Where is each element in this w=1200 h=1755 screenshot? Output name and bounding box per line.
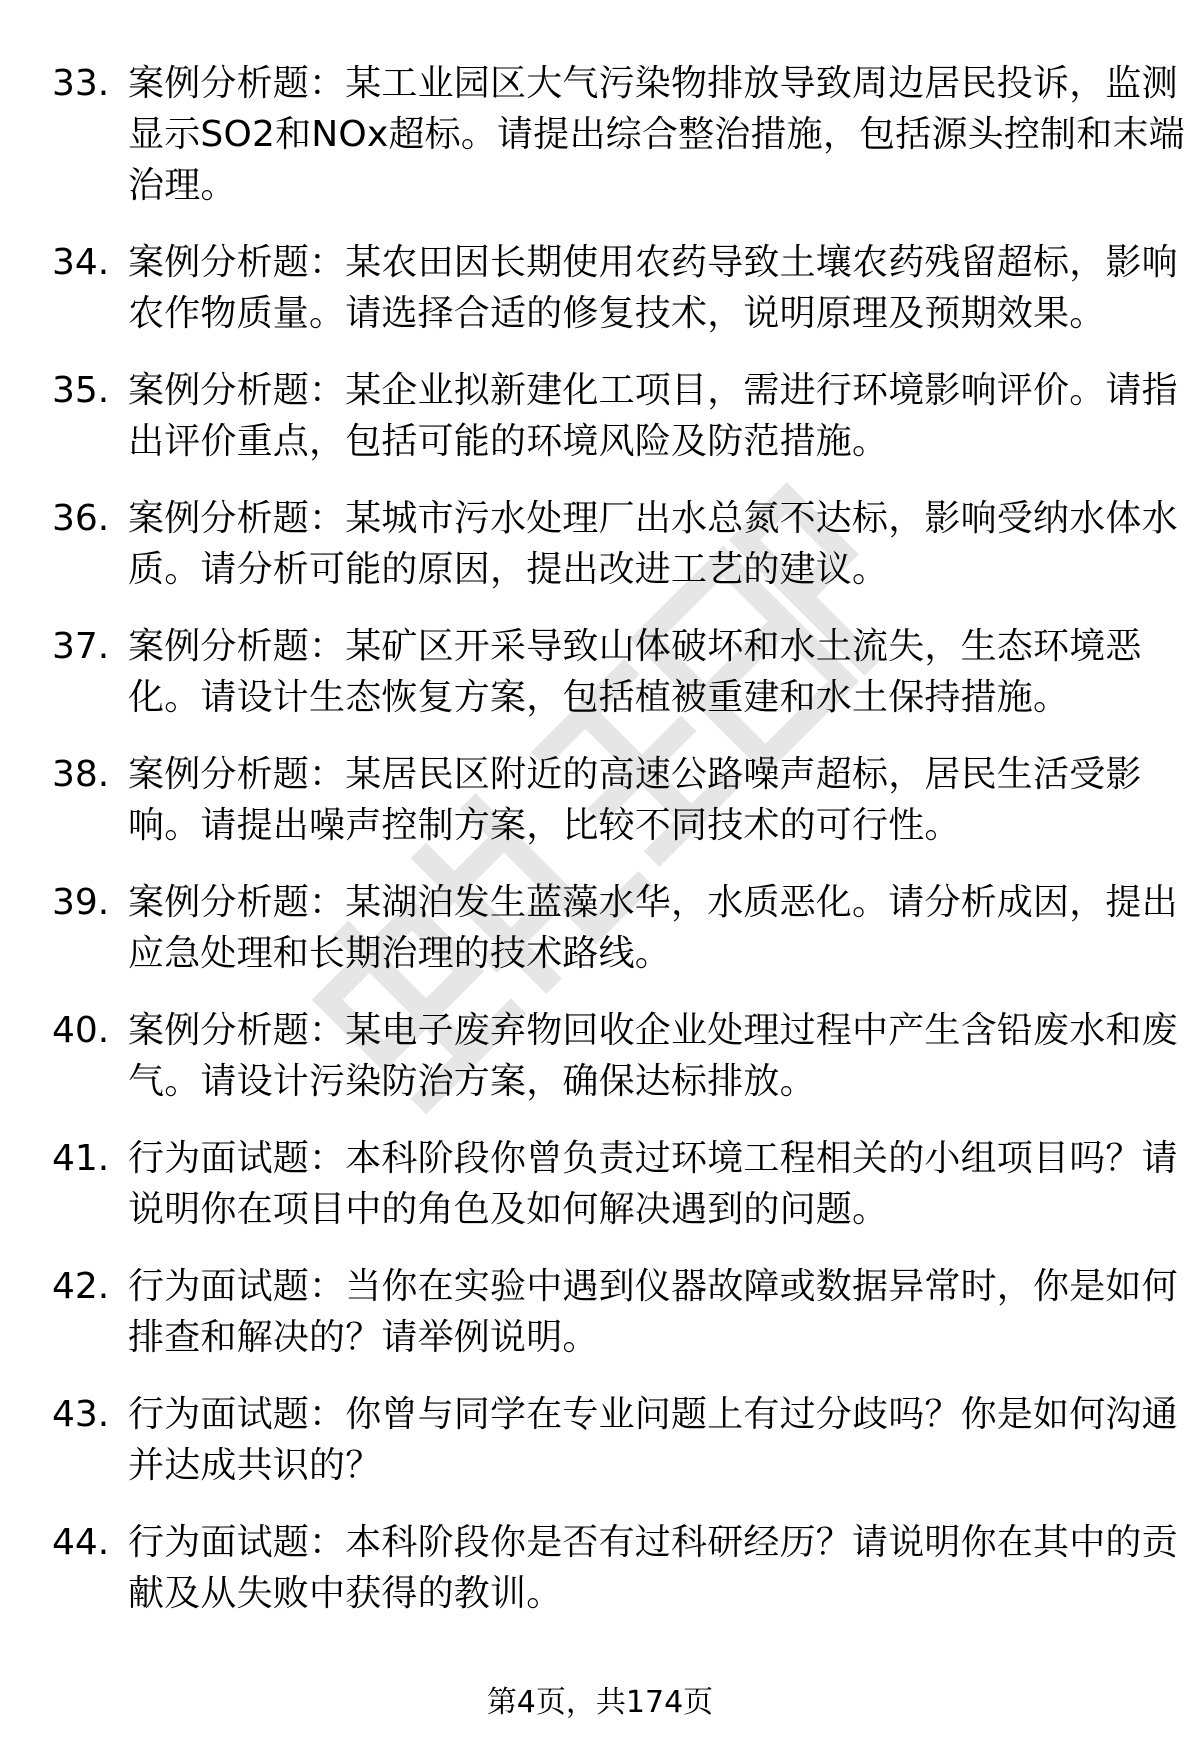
question-text: 行为面试题：本科阶段你是否有过科研经历？请说明你在其中的贡献及从失败中获得的教训。: [128, 1522, 1178, 1614]
question-item: [52, 493, 1178, 595]
question-text: 案例分析题：某居民区附近的高速公路噪声超标，居民生活受影响。请提出噪声控制方案，比较不同技术的可行性。: [128, 754, 1142, 846]
question-text: 行为面试题：当你在实验中遇到仪器故障或数据异常时，你是如何排查和解决的？请举例说明。: [128, 1266, 1178, 1358]
question-number: 34.: [52, 242, 110, 283]
question-item: [52, 877, 1178, 979]
question-text: 案例分析题：某工业园区大气污染物排放导致周边居民投诉，监测显示SO2和NOx超标。请提出综合整治措施，包括源头控制和末端治理。: [128, 63, 1185, 206]
question-text: 行为面试题：本科阶段你曾负责过环境工程相关的小组项目吗？请说明你在项目中的角色及如何解决遇到的问题。: [128, 1138, 1178, 1230]
question-number: 35.: [52, 370, 110, 411]
question-text: 案例分析题：某矿区开采导致山体破坏和水土流失，生态环境恶化。请设计生态恢复方案，包括植被重建和水土保持措施。: [128, 626, 1142, 718]
question-item: [52, 58, 1185, 211]
question-text: 案例分析题：某湖泊发生蓝藻水华，水质恶化。请分析成因，提出应急处理和长期治理的技术路线。: [128, 882, 1178, 974]
question-text: 案例分析题：某电子废弃物回收企业处理过程中产生含铅废水和废气。请设计污染防治方案，确保达标排放。: [128, 1010, 1178, 1102]
question-item: [52, 365, 1178, 467]
question-item: [52, 621, 1152, 723]
question-item: [52, 1261, 1178, 1363]
question-number: 43.: [52, 1394, 110, 1435]
question-number: 39.: [52, 882, 110, 923]
question-number: 33.: [52, 63, 110, 104]
question-number: 36.: [52, 498, 110, 539]
question-number: 38.: [52, 754, 110, 795]
question-item: [52, 1005, 1178, 1107]
question-number: 42.: [52, 1266, 110, 1307]
question-number: 41.: [52, 1138, 110, 1179]
question-item: [52, 749, 1152, 851]
question-item: [52, 1517, 1178, 1619]
question-list: [52, 58, 1185, 1645]
question-text: 案例分析题：某企业拟新建化工项目，需进行环境影响评价。请指出评价重点，包括可能的环境风险及防范措施。: [128, 370, 1178, 462]
question-text: 行为面试题：你曾与同学在专业问题上有过分歧吗？你是如何沟通并达成共识的？: [128, 1394, 1178, 1486]
question-number: 44.: [52, 1522, 110, 1563]
question-item: [52, 237, 1178, 339]
question-number: 37.: [52, 626, 110, 667]
question-item: [52, 1389, 1178, 1491]
page-number-label: 第4页，共174页: [486, 1685, 714, 1720]
question-item: [52, 1133, 1178, 1235]
question-number: 40.: [52, 1010, 110, 1051]
question-text: 案例分析题：某城市污水处理厂出水总氮不达标，影响受纳水体水质。请分析可能的原因，提出改进工艺的建议。: [128, 498, 1178, 590]
question-text: 案例分析题：某农田因长期使用农药导致土壤农药残留超标，影响农作物质量。请选择合适的修复技术，说明原理及预期效果。: [128, 242, 1178, 334]
page-footer: [0, 1683, 1200, 1723]
